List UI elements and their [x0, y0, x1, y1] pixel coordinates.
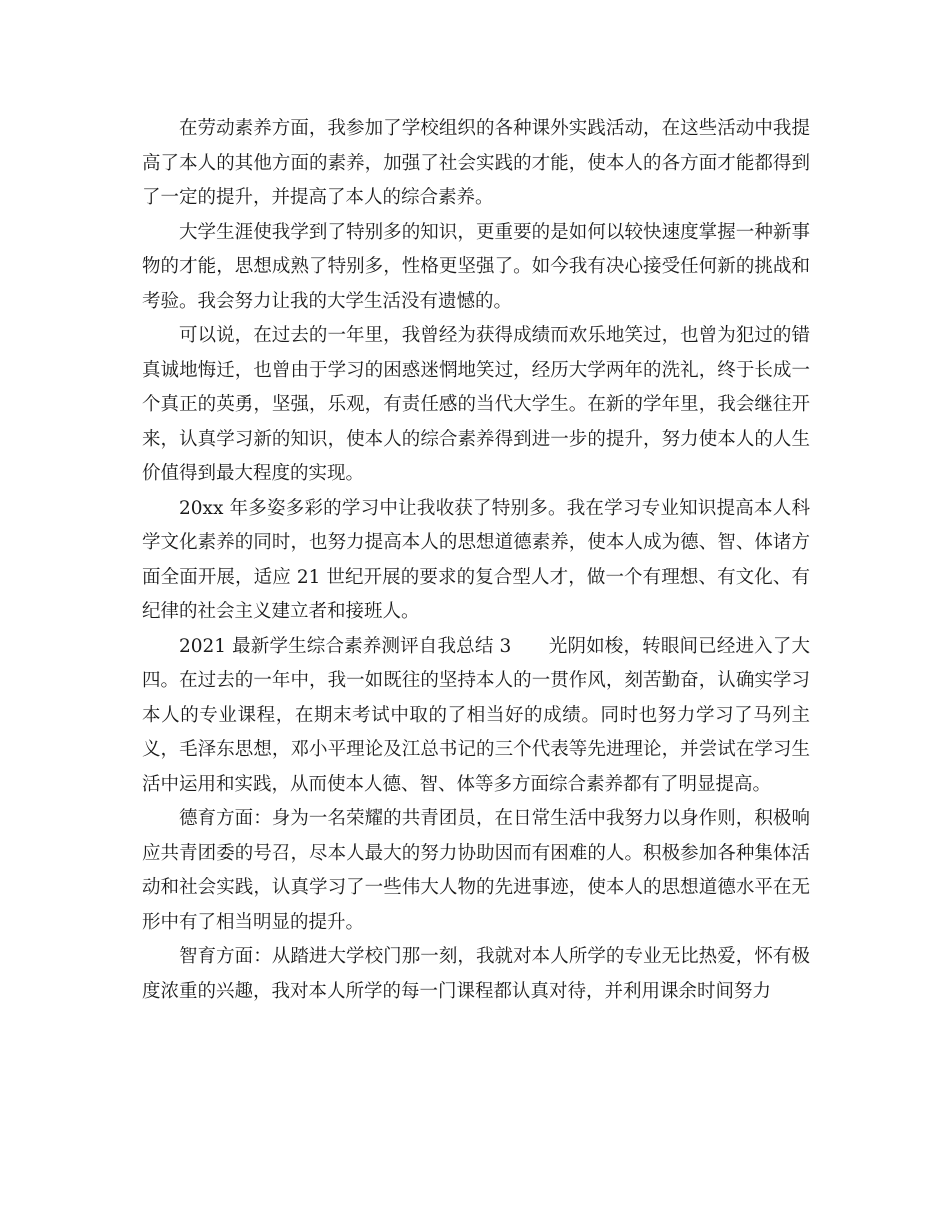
- paragraph-intellectual-education: 智育方面：从踏进大学校门那一刻，我就对本人所学的专业无比热爱，怀有极度浓重的兴趣，我对本人所学的每一门课程都认真对待，并利用课余时间努力: [142, 946, 810, 1002]
- paragraph-past-year-reflection: 可以说，在过去的一年里，我曾经为获得成绩而欢乐地笑过，也曾为犯过的错真诚地悔迁，也曾由于学习的困惑迷惘地笑过，经历大学两年的洗礼，终于长成一个真正的英勇，坚强，乐观，有责任感的当代大学生。在新的学年里，我会继往开来，认真学习新的知识，使本人的综合素养得到进一步的提升，努力使本人的人生价值得到最大程度的实现。: [142, 325, 810, 484]
- paragraph-university-career: 大学生涯使我学到了特别多的知识，更重要的是如何以较快速度掌握一种新事物的才能，思想成熟了特别多，性格更坚强了。如今我有决心接受任何新的挑战和考验。我会努力让我的大学生活没有遗憾的。: [142, 221, 810, 312]
- paragraph-moral-education: 德育方面：身为一名荣耀的共青团员，在日常生活中我努力以身作则，积极响应共青团委的号召，尽本人最大的努力协助因而有困难的人。积极参加各种集体活动和社会实践，认真学习了一些伟大人物的先进事迹，使本人的思想道德水平在无形中有了相当明显的提升。: [142, 808, 810, 933]
- document-body: [142, 112, 810, 1009]
- paragraph-year-harvest: 20xx 年多姿多彩的学习中让我收获了特别多。我在学习专业知识提高本人科学文化素养的同时，也努力提高本人的思想道德素养，使本人成为德、智、体诸方面全面开展，适应 21 世纪开展的要求的复合型人才，做一个有理想、有文化、有纪律的社会主义建立者和接班人。: [142, 497, 810, 622]
- paragraph-labor-literacy: 在劳动素养方面，我参加了学校组织的各种课外实践活动，在这些活动中我提高了本人的其他方面的素养，加强了社会实践的才能，使本人的各方面才能都得到了一定的提升，并提高了本人的综合素养。: [142, 118, 810, 208]
- paragraph-summary-3-intro: 2021 最新学生综合素养测评自我总结 3 光阴如梭，转眼间已经进入了大四。在过去的一年中，我一如既往的坚持本人的一贯作风，刻苦勤奋，认确实学习本人的专业课程，在期末考试中取的了相当好的成绩。同时也努力学习了马列主义，毛泽东思想，邓小平理论及江总书记的三个代表等先进理论，并尝试在学习生活中运用和实践，从而使本人德、智、体等多方面综合素养都有了明显提高。: [142, 635, 810, 795]
